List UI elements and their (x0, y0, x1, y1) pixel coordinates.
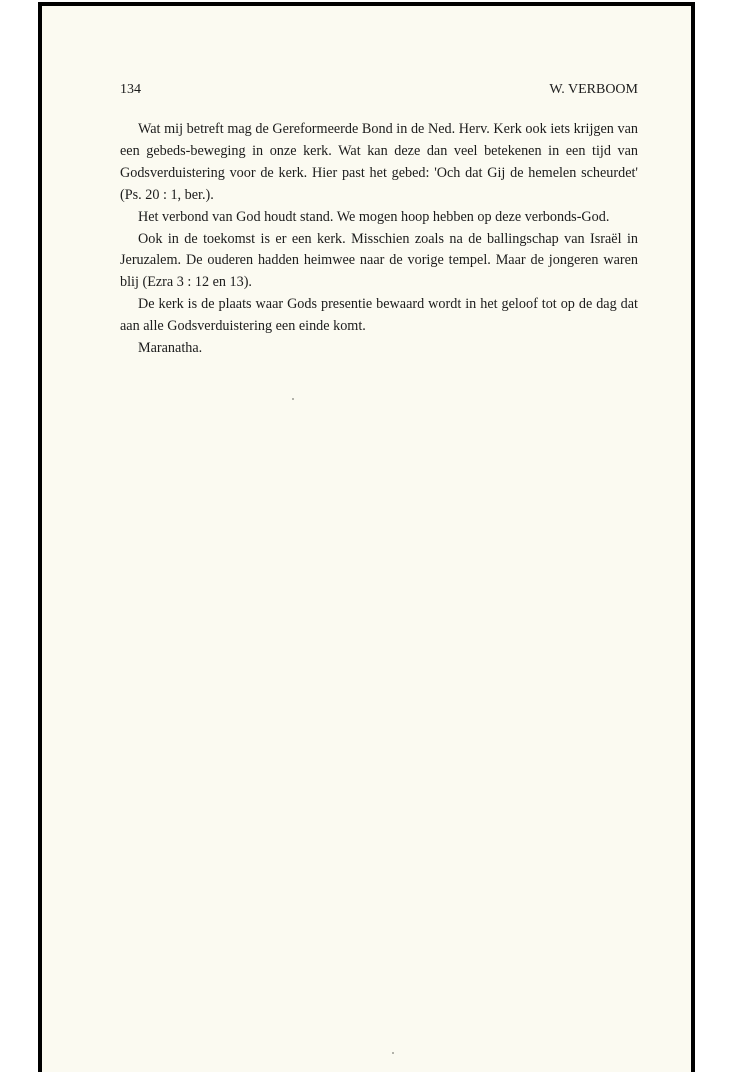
paragraph-maranatha: Maranatha. (138, 340, 203, 357)
scan-speck (292, 398, 294, 400)
running-title: W. VERBOOM (549, 82, 638, 97)
paragraph-gods-presence: De kerk is de plaats waar Gods presentie bewaard wordt in het geloof tot op de dag dat aan alle Godsverduistering een einde komt. (120, 296, 638, 335)
page-content (120, 80, 638, 360)
paragraph-future-church: Ook in de toekomst is er een kerk. Misschien zoals na de ballingschap van Israël in Jeruzalem. De ouderen hadden heimwee naar de vorige tempel. Maar de jongeren waren blij (Ezra 3 : 12 en 13). (120, 230, 638, 291)
paragraph-covenant: Het verbond van God houdt stand. We mogen hoop hebben op deze verbonds-God. (138, 208, 610, 225)
paragraph-prayer-movement: Wat mij betreft mag de Gereformeerde Bond in de Ned. Herv. Kerk ook iets krijgen van een gebeds-beweging in onze kerk. Wat kan deze dan veel betekenen in een tijd van Godsverduistering voor de kerk. Hier past het gebed: 'Och dat Gij de hemelen scheurdet' (Ps. 20 : 1, ber.). (120, 121, 638, 203)
running-head (120, 80, 638, 100)
page-number: 134 (120, 82, 141, 97)
body-text (120, 119, 638, 360)
scan-speck (392, 1052, 394, 1054)
